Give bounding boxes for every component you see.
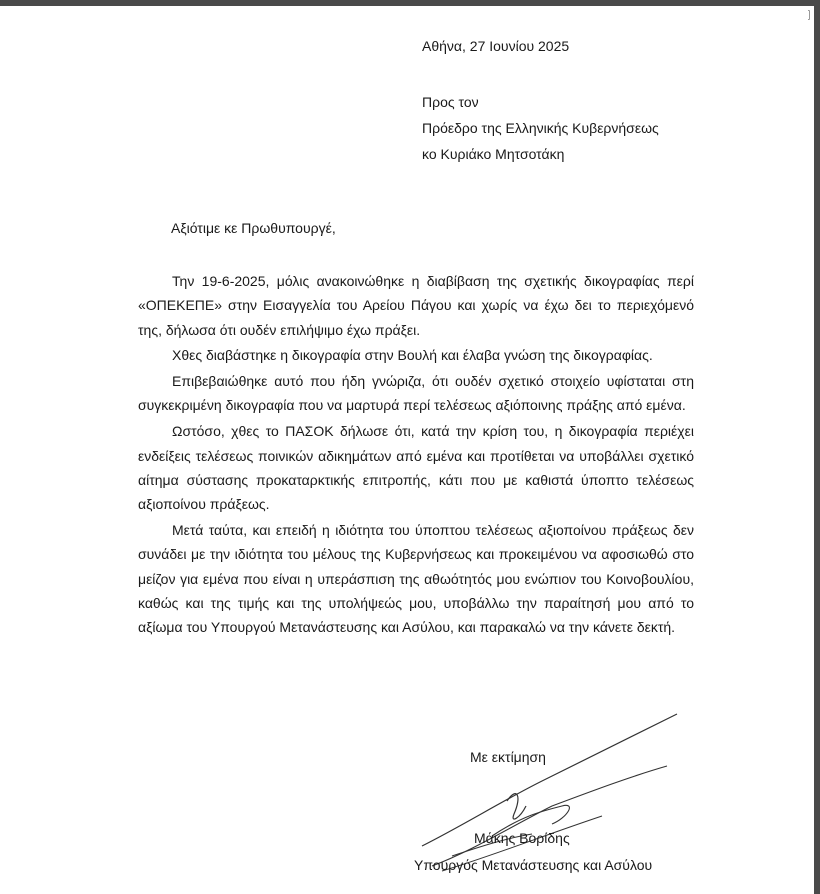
body-paragraph-1: Την 19-6-2025, μόλις ανακοινώθηκε η διαβίβαση της σχετικής δικογραφίας περί «ΟΠΕΚΕΠΕ» στην Εισαγγελία του Αρείου Πάγου και χωρίς να έχω δει το περιεχόμενό της, δήλωσα ότι ουδέν επιλήψιμο έχω πράξει. — [138, 273, 694, 338]
body-paragraph-5: Μετά ταύτα, και επειδή η ιδιότητα του ύποπτου τελέσεως αξιοποίνου πράξεως δεν συνάδει με την ιδιότητα του μέλους της Κυβερνήσεως και προκειμένου να αφοσιωθώ στο μείζον για εμένα που είναι η υπεράσπιση της αθωότητός μου ενώπιον του Κοινοβουλίου, καθώς και της τιμής και της υπολήψεώς μου, υποβάλλω την παραίτησή μου από το αξίωμα του Υπουργού Μετανάστευσης και Ασύλου, και παρακαλώ να την κάνετε δεκτή. — [138, 521, 694, 636]
recipient-block — [422, 89, 659, 167]
letter-page — [12, 6, 808, 894]
signer-title: Υπουργός Μετανάστευσης και Ασύλου — [414, 857, 653, 873]
handwritten-signature — [392, 706, 692, 876]
closing-phrase: Με εκτίμηση — [470, 749, 546, 765]
body-paragraph-2: Χθες διαβάστηκε η δικογραφία στην Βουλή και έλαβα γνώση της δικογραφίας. — [172, 347, 653, 364]
body-paragraph-4: Ωστόσο, χθες το ΠΑΣΟΚ δήλωσε ότι, κατά την κρίση του, η δικογραφία περιέχει ενδείξεις τελέσεως ποινικών αδικημάτων από εμένα και προτίθεται να υποβάλλει σχετικό αίτημα σύστασης προκαταρκτικής επιτροπής, κάτι που με καθιστά ύποπτο τελέσεως αξιοποίνου πράξεως. — [138, 423, 694, 513]
viewer-right-border — [814, 0, 820, 894]
signer-name: Μάκης Βορίδης — [474, 830, 570, 846]
letter-body — [138, 269, 694, 641]
recipient-line-3: κο Κυριάκο Μητσοτάκη — [422, 146, 565, 162]
salutation: Αξιότιμε κε Πρωθυπουργέ, — [171, 220, 336, 236]
body-paragraph-3: Επιβεβαιώθηκε αυτό που ήδη γνώριζα, ότι ουδέν σχετικό στοιχείο υφίσταται στη συγκεκριμένη δικογραφία που να μαρτυρά περί τελέσεως αξιόποινης πράξης από εμένα. — [138, 373, 694, 414]
recipient-line-1: Προς τον — [422, 94, 479, 110]
letter-date: Αθήνα, 27 Ιουνίου 2025 — [422, 38, 570, 54]
recipient-line-2: Πρόεδρο της Ελληνικής Κυβερνήσεως — [422, 120, 659, 136]
